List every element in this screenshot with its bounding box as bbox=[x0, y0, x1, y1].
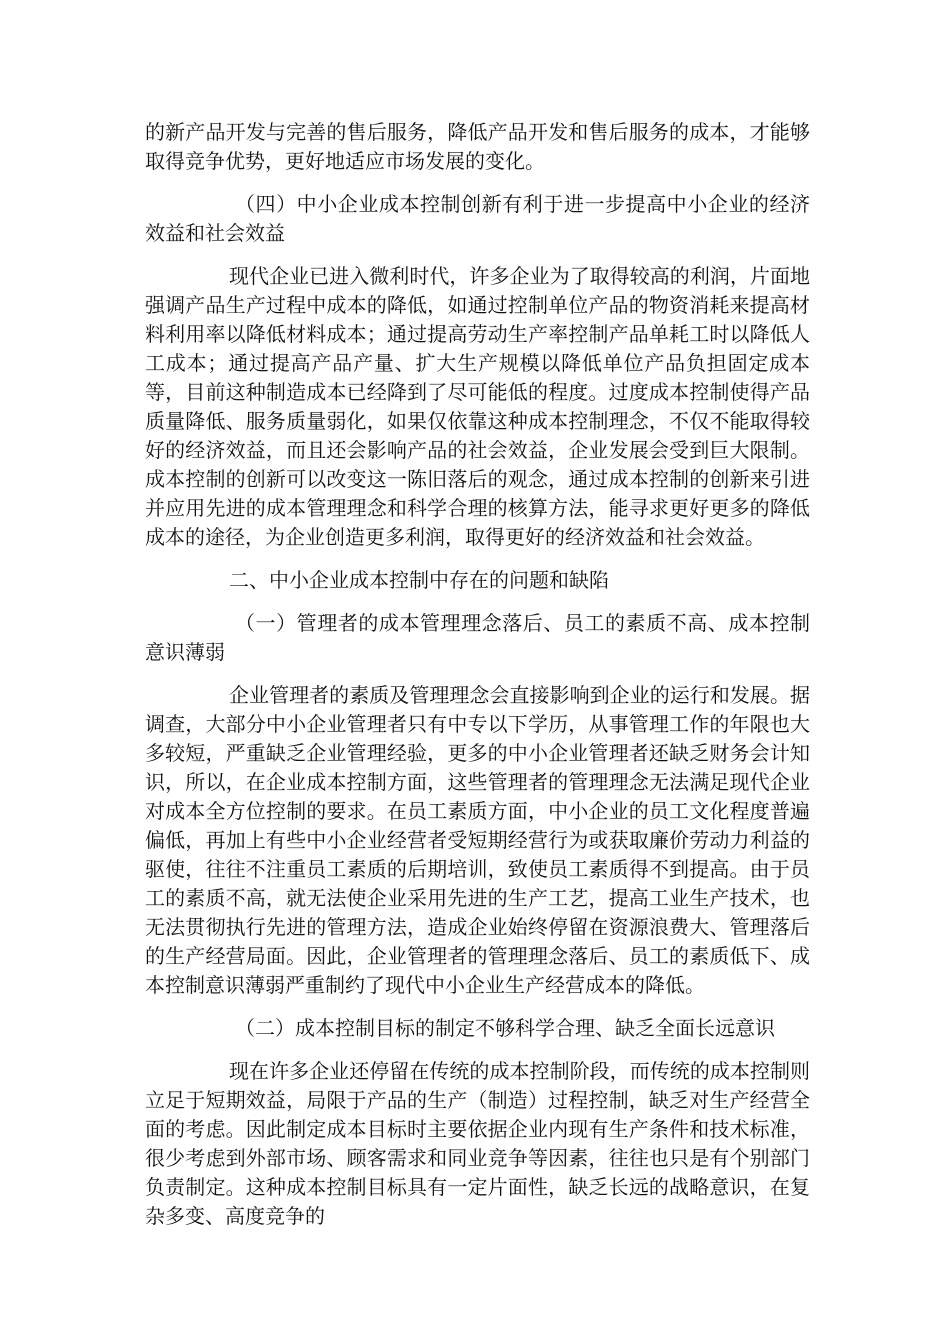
subheading-one: （一）管理者的成本管理理念落后、员工的素质不高、成本控制意识薄弱 bbox=[145, 611, 810, 664]
subheading-two: （二）成本控制目标的制定不够科学合理、缺乏全面长远意识 bbox=[235, 1016, 775, 1040]
paragraph-body: 企业管理者的素质及管理理念会直接影响到企业的运行和发展。据调查，大部分中小企业管理者只有中专以下学历，从事管理工作的年限也大多较短，严重缺乏企业管理经验，更多的中小企业管理者还缺乏财务会计知识，所以，在企业成本控制方面，这些管理者的管理理念无法满足现代企业对成本全方位控制的要求。在员工素质方面，中小企业的员工文化程度普遍偏低，再加上有些中小企业经营者受短期经营行为或获取廉价劳动力利益的驱使，往往不注重员工素质的后期培训，致使员工素质得不到提高。由于员工的素质不高，就无法使企业采用先进的生产工艺，提高工业生产技术，也无法贯彻执行先进的管理方法，造成企业始终停留在资源浪费大、管理落后的生产经营局面。因此，企业管理者的管理理念落后、员工的素质低下、成本控制意识薄弱严重制约了现代中小企业生产经营成本的降低。 bbox=[145, 683, 810, 997]
paragraph-continuation: 的新产品开发与完善的售后服务，降低产品开发和售后服务的成本，才能够取得竞争优势，更好地适应市场发展的变化。 bbox=[145, 120, 810, 173]
document-body bbox=[145, 118, 810, 1245]
subheading-four: （四）中小企业成本控制创新有利于进一步提高中小企业的经济效益和社会效益 bbox=[145, 192, 810, 245]
paragraph-body: 现代企业已进入微利时代，许多企业为了取得较高的利润，片面地强调产品生产过程中成本的降低，如通过控制单位产品的物资消耗来提高材料利用率以降低材料成本；通过提高劳动生产率控制产品单耗工时以降低人工成本；通过提高产品产量、扩大生产规模以降低单位产品负担固定成本等，目前这种制造成本已经降到了尽可能低的程度。过度成本控制使得产品质量降低、服务质量弱化，如果仅依靠这种成本控制理念，不仅不能取得较好的经济效益，而且还会影响产品的社会效益，企业发展会受到巨大限制。成本控制的创新可以改变这一陈旧落后的观念，通过成本控制的创新来引进并应用先进的成本管理理念和科学合理的核算方法，能寻求更好更多的降低成本的途径，为企业创造更多利润，取得更好的经济效益和社会效益。 bbox=[145, 264, 810, 549]
section-heading-two: 二、中小企业成本控制中存在的问题和缺陷 bbox=[229, 568, 609, 592]
paragraph-body: 现在许多企业还停留在传统的成本控制阶段，而传统的成本控制则立足于短期效益，局限于产品的生产（制造）过程控制，缺乏对生产经营全面的考虑。因此制定成本目标时主要依据企业内现有生产条件和技术标准，很少考虑到外部市场、顾客需求和同业竞争等因素，往往也只是有个别部门负责制定。这种成本控制目标具有一定片面性，缺乏长远的战略意识，在复杂多变、高度竞争的 bbox=[145, 1059, 810, 1228]
